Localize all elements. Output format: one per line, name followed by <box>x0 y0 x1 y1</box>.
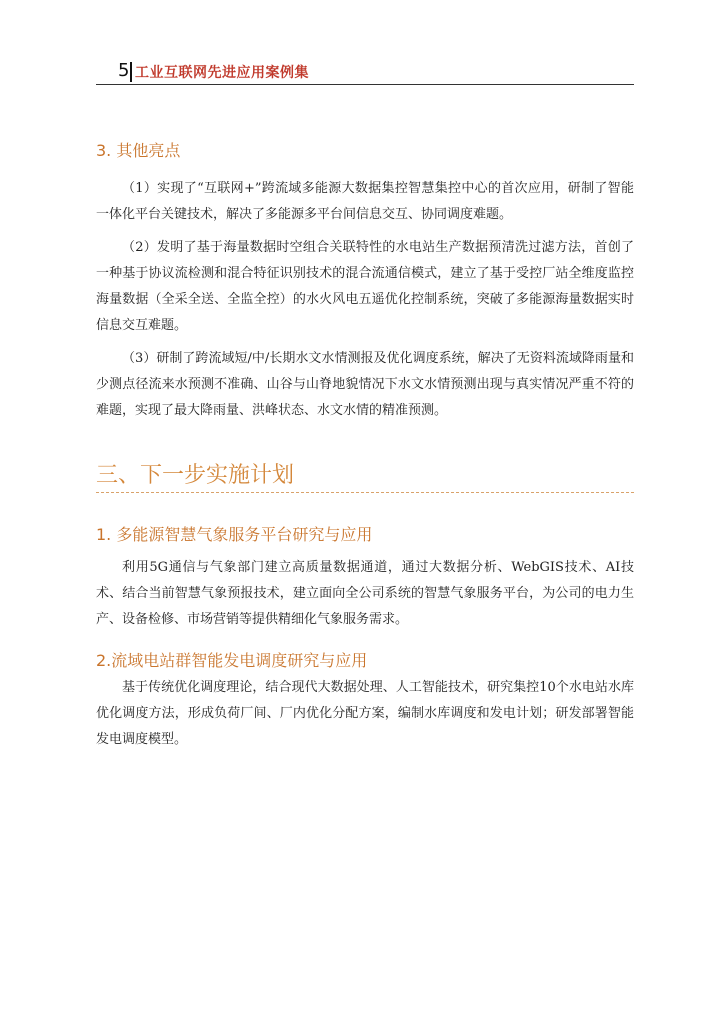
paragraph-plan-2: 基于传统优化调度理论，结合现代大数据处理、人工智能技术，研究集控10个水电站水库优化调度方法，形成负荷厂间、厂内优化分配方案，编制水库调度和发电计划；研发部署智能发电调度模型。 <box>96 680 634 747</box>
header-divider <box>130 62 132 82</box>
chapter-heading-next-steps: 三、下一步实施计划 <box>96 463 295 488</box>
paragraph-plan-1: 利用5G通信与气象部门建立高质量数据通道，通过大数据分析、WebGIS技术、AI技术、结合当前智慧气象预报技术，建立面向全公司系统的智慧气象服务平台，为公司的电力生产、设备检修、市场营销等提供精细化气象服务需求。 <box>96 560 634 627</box>
paragraph-highlight-3: （3）研制了跨流域短/中/长期水文水情测报及优化调度系统，解决了无资料流域降雨量和少测点径流来水预测不准确、山谷与山脊地貌情况下水文水情预测出现与真实情况严重不符的难题，实现了最大降雨量、洪峰状态、水文水情的精准预测。 <box>96 351 634 418</box>
section-heading-highlights: 3. 其他亮点 <box>96 141 181 160</box>
plan-heading-1: 1. 多能源智慧气象服务平台研究与应用 <box>96 525 373 544</box>
paragraph-highlight-2: （2）发明了基于海量数据时空组合关联特性的水电站生产数据预清洗过滤方法，首创了一种基于协议流检测和混合特征识别技术的混合流通信模式，建立了基于受控厂站全维度监控海量数据（全采全送、全监全控）的水火风电五遥优化控制系统，突破了多能源海量数据实时信息交互难题。 <box>96 240 634 333</box>
document-title: 工业互联网先进应用案例集 <box>135 65 309 81</box>
paragraph-highlight-1: （1）实现了“互联网+”跨流域多能源大数据集控智慧集控中心的首次应用，研制了智能一体化平台关键技术，解决了多能源多平台间信息交互、协同调度难题。 <box>96 181 634 222</box>
plan-heading-2: 2.流域电站群智能发电调度研究与应用 <box>96 651 368 670</box>
chapter-divider <box>96 492 634 493</box>
page-header <box>96 58 634 85</box>
page-number: 5 <box>118 60 130 81</box>
